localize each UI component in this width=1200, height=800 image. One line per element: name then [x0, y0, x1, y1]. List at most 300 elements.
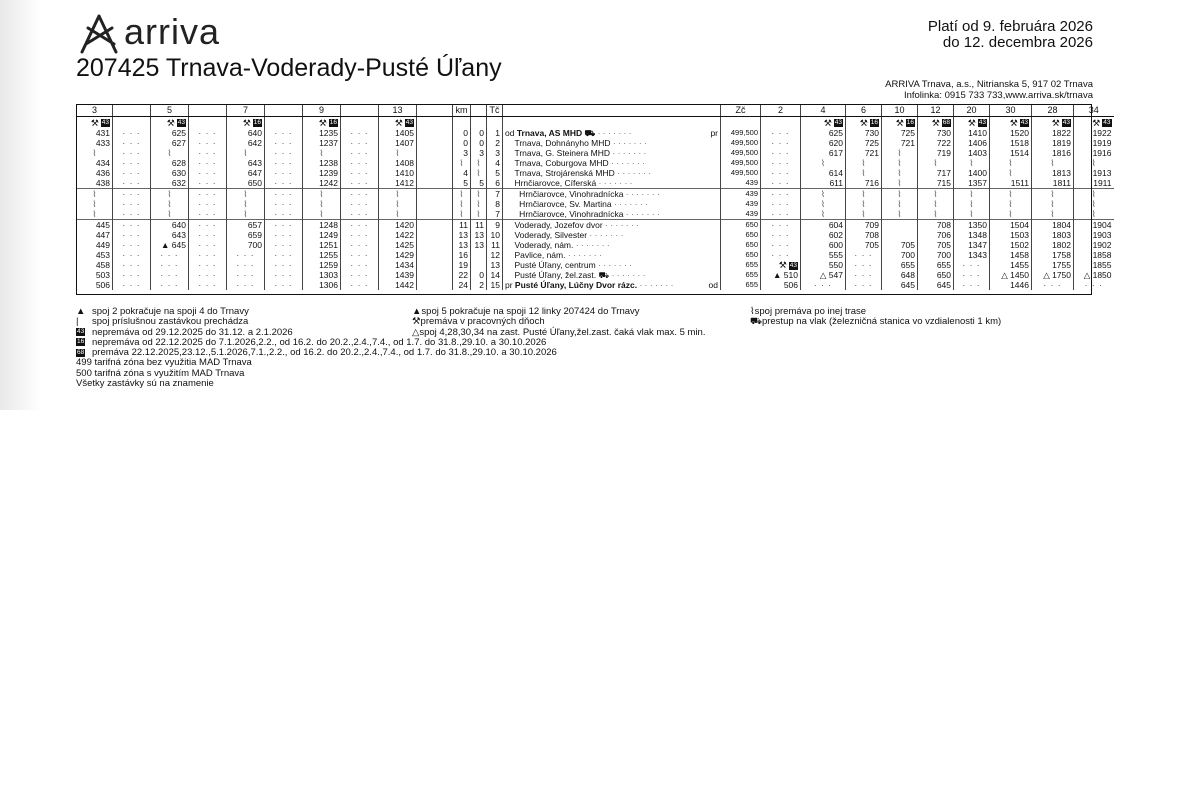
departure-time: · · ·: [189, 240, 227, 250]
dot-leader: · · · · · · ·: [623, 189, 660, 199]
departure-time: · · ·: [761, 250, 801, 260]
departure-time: · · ·: [954, 280, 990, 290]
stop-index: 9: [487, 220, 503, 231]
stop-name: Hrnčiarovce, Vinohradnícka: [514, 189, 624, 199]
trip-number: 5: [151, 104, 189, 117]
tariff-zone: 650: [721, 220, 761, 231]
departure-time: 706: [918, 230, 954, 240]
departure-time: ⌇: [1074, 209, 1114, 220]
departure-time: 434: [77, 158, 113, 168]
departure-time: 1410: [954, 128, 990, 138]
zone-header: Zč: [721, 104, 761, 117]
departure-time: 506: [77, 280, 113, 290]
dot-leader: · · · · · · ·: [609, 270, 646, 280]
departure-time: 1822: [1032, 128, 1074, 138]
departure-time: · · ·: [227, 250, 265, 260]
departure-time: 719: [918, 148, 954, 158]
departure-time: 1255: [303, 250, 341, 260]
note-badge: 43: [978, 119, 986, 127]
departure-time: 642: [227, 138, 265, 148]
departure-time: · · ·: [113, 220, 151, 231]
departure-time: · · ·: [189, 270, 227, 280]
departure-time: · · ·: [151, 250, 189, 260]
departure-time: · · ·: [113, 128, 151, 138]
note-text: spoj príslušnou zastávkou prechádza: [92, 316, 249, 328]
departure-time: ⌇: [227, 148, 265, 158]
departure-time: ⌇: [954, 189, 990, 200]
stop-name: Pusté Úľany, žel.zast. ⛟: [514, 270, 610, 280]
dot-leader: · · · · · · ·: [587, 230, 624, 240]
departure-time: ⌇: [1032, 199, 1074, 209]
departure-time: 1412: [379, 178, 417, 189]
departure-time: · · ·: [189, 220, 227, 231]
stop-name: Pusté Úľany, Lúčny Dvor rázc.: [514, 280, 638, 290]
departure-time: 1422: [379, 230, 417, 240]
departure-time: 708: [918, 220, 954, 231]
note-text: 500 tarifná zóna s využitím MAD Trnava: [76, 367, 245, 379]
hammer-icon: ⚒: [166, 117, 175, 128]
departure-time: 445: [77, 220, 113, 231]
departure-time: ⌇: [990, 158, 1032, 168]
note-icon: ⌇: [750, 306, 755, 317]
km-value: 3: [453, 148, 471, 158]
km-value: ⌇: [453, 199, 471, 209]
departure-time: · · ·: [189, 178, 227, 189]
departure-time: · · ·: [113, 199, 151, 209]
stop-name: Trnava, Strojárenská MHD: [514, 168, 615, 178]
departure-time: 645: [918, 280, 954, 290]
departure-time: 632: [151, 178, 189, 189]
tariff-zone: 655: [721, 270, 761, 280]
note-badge: 68: [942, 119, 950, 127]
departure-time: ⌇: [918, 158, 954, 168]
departure-time: 1249: [303, 230, 341, 240]
departure-time: · · ·: [265, 178, 303, 189]
note-badge: 43: [77, 328, 85, 336]
departure-time: · · ·: [189, 260, 227, 270]
departure-time: 705: [882, 240, 918, 250]
notes-middle: [412, 307, 705, 338]
departure-time: · · ·: [761, 168, 801, 178]
departure-time: 1343: [954, 250, 990, 260]
stop-name: Pusté Úľany, centrum: [514, 260, 596, 270]
departure-time: 1903: [1074, 230, 1114, 240]
departure-time: · · ·: [113, 230, 151, 240]
departure-time: 1400: [954, 168, 990, 178]
departure-time: · · ·: [265, 128, 303, 138]
note-text: nepremáva od 29.12.2025 do 31.12. a 2.1.2026: [92, 326, 293, 338]
note-badge: 68: [77, 348, 85, 356]
trip-number: 30: [990, 104, 1032, 117]
note-badge: 43: [1062, 119, 1070, 127]
infoline: Infolinka: 0915 733 733,www.arriva.sk/trnava: [903, 90, 1093, 101]
departure-time: · · ·: [1074, 280, 1114, 290]
hammer-icon: ⚒: [318, 117, 327, 128]
km-value: ⌇: [453, 189, 471, 200]
departure-time: ⌇: [846, 158, 882, 168]
departure-time: ⌇: [846, 209, 882, 220]
departure-time: · · ·: [265, 230, 303, 240]
note-badge: 43: [1103, 119, 1111, 127]
operator-info: [885, 79, 1093, 101]
note-text: nepremáva od 22.12.2025 do 7.1.2026,2.2., od 16.2. do 20.2.,2.4.,7.4., od 1.7. do 31.8.,29.10. a 30.10.2026: [92, 336, 547, 348]
departure-time: · · ·: [341, 189, 379, 200]
note-badge: 16: [906, 119, 914, 127]
note-row: [76, 379, 557, 389]
departure-time: ⌇: [151, 209, 189, 220]
departure-time: · · ·: [151, 260, 189, 270]
departure-time: 550: [801, 260, 846, 270]
departure-time: 1248: [303, 220, 341, 231]
departure-time: 716: [846, 178, 882, 189]
departure-time: · · ·: [341, 199, 379, 209]
departure-time: ⌇: [303, 199, 341, 209]
departure-time: 1855: [1074, 260, 1114, 270]
departure-time: · · ·: [341, 220, 379, 231]
note-badge: 16: [329, 119, 337, 127]
tariff-zone: 439: [721, 199, 761, 209]
departure-time: 453: [77, 250, 113, 260]
km-value: 16: [453, 250, 471, 260]
km-value: ⌇: [471, 168, 487, 178]
departure-time: 721: [882, 138, 918, 148]
departure-time: · · ·: [341, 250, 379, 260]
departure-time: ⌇: [882, 148, 918, 158]
departure-time: 614: [801, 168, 846, 178]
departure-time: · · ·: [761, 199, 801, 209]
km-value: 3: [471, 148, 487, 158]
note-icon: [76, 328, 92, 338]
km-value: ⌇: [453, 158, 471, 168]
departure-time: ⌇: [1032, 158, 1074, 168]
dot-leader: · · · · · · ·: [608, 158, 645, 168]
note-badge: 43: [405, 119, 413, 127]
departure-time: · · ·: [846, 250, 882, 260]
departure-time: 645: [882, 280, 918, 290]
departure-time: · · ·: [341, 209, 379, 220]
departure-time: ⌇: [77, 189, 113, 200]
departure-time: ▲ 510: [761, 270, 801, 280]
departure-time: 1251: [303, 240, 341, 250]
departure-time: 705: [918, 240, 954, 250]
departure-time: 1858: [1074, 250, 1114, 260]
departure-time: 1237: [303, 138, 341, 148]
departure-time: ⌇: [990, 168, 1032, 178]
departure-time: · · ·: [846, 270, 882, 280]
stop-index: 7: [487, 189, 503, 200]
arriva-logo: [78, 11, 221, 54]
trip-number: 2: [761, 104, 801, 117]
note-icon: △: [412, 326, 420, 338]
departure-time: ⌇: [918, 199, 954, 209]
note-badge: 43: [834, 119, 842, 127]
departure-time: 1916: [1074, 148, 1114, 158]
km-value: 0: [471, 138, 487, 148]
departure-time: 650: [918, 270, 954, 280]
departure-time: 458: [77, 260, 113, 270]
tariff-zone: 439: [721, 189, 761, 200]
departure-time: · · ·: [954, 270, 990, 280]
departure-time: · · ·: [846, 260, 882, 270]
departure-time: 1406: [954, 138, 990, 148]
km-value: 11: [471, 220, 487, 231]
departure-time: · · ·: [341, 230, 379, 240]
tariff-zone: 650: [721, 240, 761, 250]
departure-time: 1239: [303, 168, 341, 178]
departure-time: · · ·: [265, 199, 303, 209]
hammer-icon: ⚒: [394, 117, 403, 128]
departure-time: 1811: [1032, 178, 1074, 189]
departure-time: ⌇: [954, 199, 990, 209]
departure-time: ⌇: [1074, 158, 1114, 168]
departure-time: ⌇: [379, 148, 417, 158]
km-value: ⌇: [471, 158, 487, 168]
departure-time: · · ·: [189, 250, 227, 260]
departure-time: 725: [846, 138, 882, 148]
departure-time: 730: [846, 128, 882, 138]
departure-time: 620: [801, 138, 846, 148]
departure-time: 628: [151, 158, 189, 168]
stop-index: 7: [487, 209, 503, 220]
validity: [928, 19, 1093, 51]
km-value: 0: [471, 270, 487, 280]
stop-name: Trnava, Dohnányho MHD: [514, 138, 611, 148]
stop-index: 4: [487, 158, 503, 168]
departure-time: · · ·: [151, 280, 189, 290]
departure-time: ⌇: [882, 189, 918, 200]
departure-time: 431: [77, 128, 113, 138]
dot-leader: · · · · · · ·: [573, 240, 610, 250]
departure-time: · · ·: [189, 280, 227, 290]
km-value: 0: [453, 138, 471, 148]
note-text: premáva v pracovných dňoch: [420, 316, 545, 328]
departure-time: 1904: [1074, 220, 1114, 231]
departure-time: · · ·: [189, 138, 227, 148]
departure-time: ⌇: [801, 199, 846, 209]
departure-time: ⌇: [801, 158, 846, 168]
stop-index: 14: [487, 270, 503, 280]
departure-time: 1408: [379, 158, 417, 168]
line-title: 207425 Trnava-Voderady-Pusté Úľany: [76, 54, 502, 82]
hammer-icon: ⚒: [967, 117, 976, 128]
departure-time: · · ·: [113, 280, 151, 290]
departure-time: 1410: [379, 168, 417, 178]
departure-time: 1458: [990, 250, 1032, 260]
departure-time: 705: [846, 240, 882, 250]
stop-name: Hrnčiarovce, Cíferská: [514, 178, 597, 188]
departure-time: 1804: [1032, 220, 1074, 231]
km-value: 19: [453, 260, 471, 270]
departure-time: 447: [77, 230, 113, 240]
departure-time: ⌇: [303, 189, 341, 200]
departure-time: ⌇: [882, 199, 918, 209]
departure-time: ⌇: [303, 148, 341, 158]
departure-time: 722: [918, 138, 954, 148]
notes-right: [750, 307, 1001, 328]
departure-time: 1913: [1074, 168, 1114, 178]
departure-time: · · ·: [113, 158, 151, 168]
dot-leader: · · · · · · ·: [602, 220, 640, 230]
departure-time: 1455: [990, 260, 1032, 270]
stop-index: 2: [487, 138, 503, 148]
departure-time: 436: [77, 168, 113, 178]
departure-time: · · ·: [265, 138, 303, 148]
departure-time: 700: [882, 250, 918, 260]
departure-time: ⌇: [801, 209, 846, 220]
dot-leader: · · · · · · ·: [637, 280, 674, 290]
note-row: [750, 317, 1001, 327]
hammer-icon: ⚒: [931, 117, 940, 128]
valid-from: Platí od 9. februára 2026: [927, 18, 1093, 35]
departure-time: ⌇: [151, 199, 189, 209]
operator-address: ARRIVA Trnava, a.s., Nitrianska 5, 917 02 Trnava: [885, 79, 1093, 90]
direction-mark: pr: [505, 280, 515, 290]
trip-number: 4: [801, 104, 846, 117]
departure-time: · · ·: [265, 270, 303, 280]
departure-time: 604: [801, 220, 846, 231]
km-value: ⌇: [471, 189, 487, 200]
departure-time: 1350: [954, 220, 990, 231]
departure-time: △ 1850: [1074, 270, 1114, 280]
departure-time: 1816: [1032, 148, 1074, 158]
departure-time: ⌇: [1032, 189, 1074, 200]
departure-time: ⌇: [990, 199, 1032, 209]
trip-number: 9: [303, 104, 341, 117]
departure-time: · · ·: [341, 240, 379, 250]
departure-time: · · ·: [761, 148, 801, 158]
departure-time: · · ·: [761, 230, 801, 240]
dot-leader: · · · · · · ·: [596, 178, 633, 188]
departure-time: 449: [77, 240, 113, 250]
departure-time: 1503: [990, 230, 1032, 240]
departure-time: 709: [846, 220, 882, 231]
departure-time: ⌇: [882, 168, 918, 178]
departure-time: 657: [227, 220, 265, 231]
valid-to: do 12. decembra 2026: [942, 34, 1093, 51]
departure-time: 715: [918, 178, 954, 189]
departure-time: · · ·: [341, 168, 379, 178]
stop-index: 8: [487, 199, 503, 209]
departure-time: ⌇: [227, 189, 265, 200]
dot-leader: · · · · · · ·: [565, 250, 602, 260]
departure-time: 659: [227, 230, 265, 240]
departure-time: 1306: [303, 280, 341, 290]
departure-time: 647: [227, 168, 265, 178]
note-icon: ▲: [412, 306, 422, 317]
km-value: 11: [453, 220, 471, 231]
dot-leader: · · · · · · ·: [610, 148, 647, 158]
departure-time: 1259: [303, 260, 341, 270]
departure-time: ⌇: [990, 189, 1032, 200]
departure-time: ⌇: [1032, 209, 1074, 220]
stop-index: 15: [487, 280, 503, 290]
departure-time: ⌇: [846, 199, 882, 209]
stop-name: Trnava, Coburgova MHD: [514, 158, 609, 168]
note-badge: 16: [253, 119, 261, 127]
departure-time: · · ·: [265, 260, 303, 270]
departure-time: 625: [801, 128, 846, 138]
departure-time: △ 1450: [990, 270, 1032, 280]
departure-time: · · ·: [189, 209, 227, 220]
departure-time: · · ·: [1032, 280, 1074, 290]
departure-time: 1348: [954, 230, 990, 240]
departure-time: 1357: [954, 178, 990, 189]
departure-time: ⌇: [882, 178, 918, 189]
tariff-zone: 650: [721, 250, 761, 260]
timetable-frame: [76, 104, 1092, 295]
departure-time: · · ·: [265, 220, 303, 231]
departure-time: · · ·: [761, 240, 801, 250]
hammer-icon: ⚒: [778, 260, 787, 270]
note-text: prestup na vlak (železničná stanica vo vzdialenosti 1 km): [761, 316, 1002, 328]
departure-time: ⌇: [846, 168, 882, 178]
departure-time: 1802: [1032, 240, 1074, 250]
departure-time: △ 547: [801, 270, 846, 280]
note-row: [412, 328, 705, 338]
departure-time: · · ·: [761, 158, 801, 168]
note-badge: 43: [177, 119, 185, 127]
note-text: premáva 22.12.2025,23.12.,5.1.2026,7.1.,2.2., od 16.2. do 20.2.,2.4.,7.4., od 1.7. do 31.8.,29.10. a 30.10.2026: [92, 347, 557, 359]
departure-time: 1803: [1032, 230, 1074, 240]
trip-number: 3: [77, 104, 113, 117]
stop-name: Trnava, G. Steinera MHD: [514, 148, 611, 158]
km-value: ⌇: [471, 209, 487, 220]
km-value: 4: [453, 168, 471, 178]
departure-time: 1403: [954, 148, 990, 158]
departure-time: · · ·: [761, 220, 801, 231]
page-shadow-edge: [0, 0, 42, 410]
stop-name: Hrnčiarovce, Vinohradnícka: [514, 209, 624, 219]
departure-time: ⌇: [801, 189, 846, 200]
tariff-zone: 499,500: [721, 168, 761, 178]
departure-time: 708: [846, 230, 882, 240]
departure-time: 1303: [303, 270, 341, 280]
departure-time: · · ·: [341, 280, 379, 290]
trip-number: 7: [227, 104, 265, 117]
departure-time: · · ·: [265, 209, 303, 220]
km-value: 13: [471, 230, 487, 240]
km-value: 24: [453, 280, 471, 290]
departure-time: · · ·: [265, 168, 303, 178]
departure-time: 700: [227, 240, 265, 250]
departure-time: ⌇: [77, 148, 113, 158]
trip-number: 12: [918, 104, 954, 117]
departure-time: · · ·: [189, 168, 227, 178]
departure-time: ⌇: [1074, 189, 1114, 200]
departure-time: 1919: [1074, 138, 1114, 148]
tc-header: Tč: [487, 104, 503, 117]
stop-index: 11: [487, 240, 503, 250]
departure-time: ⌇: [227, 199, 265, 209]
departure-time: 1434: [379, 260, 417, 270]
departure-time: 617: [801, 148, 846, 158]
departure-time: · · ·: [761, 138, 801, 148]
departure-time: · · ·: [265, 250, 303, 260]
departure-time: 643: [151, 230, 189, 240]
departure-time: ⌇: [379, 209, 417, 220]
departure-time: · · ·: [265, 189, 303, 200]
brand-name: arriva: [124, 11, 221, 52]
departure-time: · · ·: [113, 240, 151, 250]
departure-time: ⌇: [918, 209, 954, 220]
departure-time: · · ·: [189, 189, 227, 200]
note-icon: ⛟: [750, 316, 762, 328]
stop-index: 1: [487, 128, 503, 138]
departure-time: ⌇: [882, 209, 918, 220]
departure-time: 433: [77, 138, 113, 148]
departure-time: · · ·: [189, 148, 227, 158]
departure-time: 655: [918, 260, 954, 270]
